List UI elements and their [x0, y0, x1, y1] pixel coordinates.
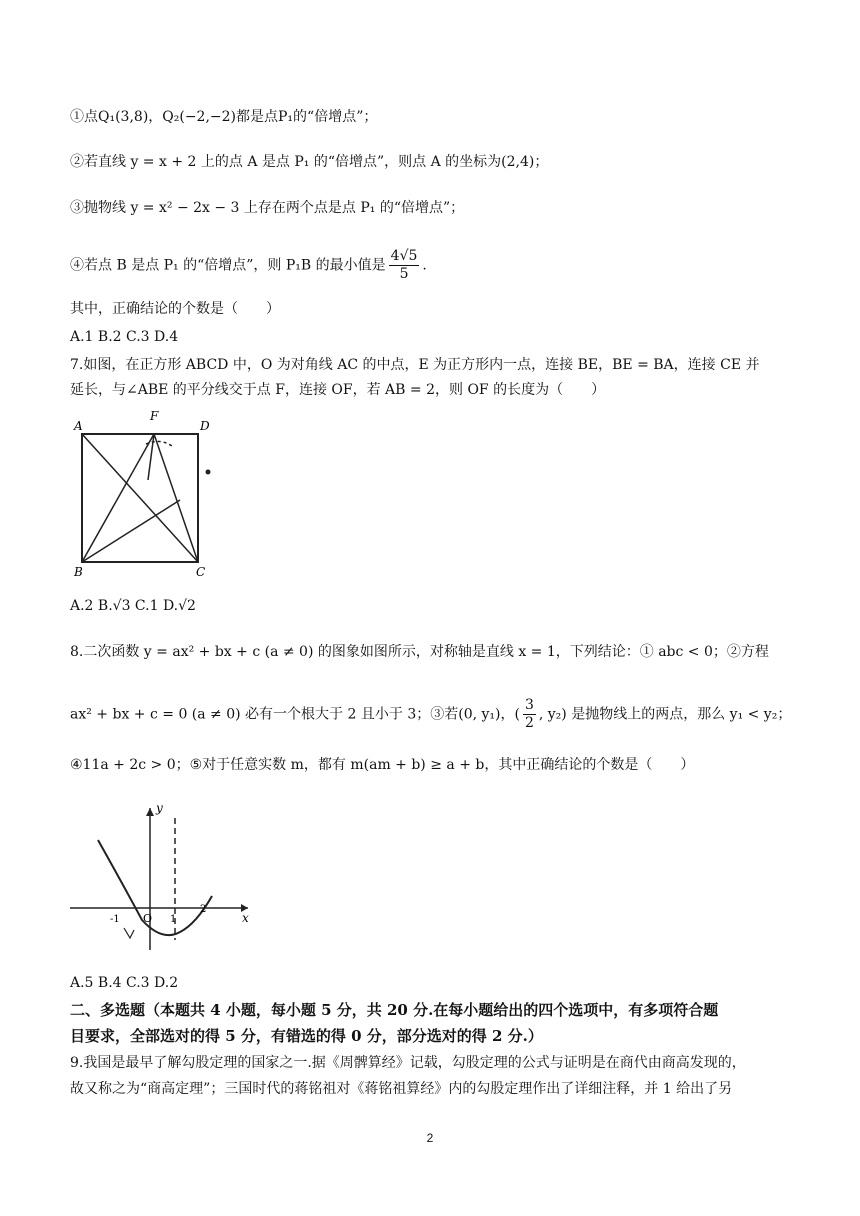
q9-line-1: 9.我国是最早了解勾股定理的国家之一.据《周髀算经》记载，勾股定理的公式与证明是在商代由商高发现的，	[70, 1055, 746, 1071]
label-y: y	[156, 801, 163, 815]
q6-question: 其中，正确结论的个数是（ ）	[70, 301, 280, 317]
fraction-denominator: 2	[524, 715, 534, 731]
label-neg-one: -1	[110, 914, 120, 925]
q7-options: A.2 B.√3 C.1 D.√2	[70, 598, 196, 614]
q8-line-3: ④11a + 2c > 0；⑤对于任意实数 m，都有 m(am + b) ≥ a + b，其中正确结论的个数是（ ）	[70, 757, 695, 773]
section-heading-line-2: 目要求，全部选对的得 5 分，有错选的得 0 分，部分选对的得 2 分.）	[70, 1027, 543, 1045]
label-x: x	[242, 911, 249, 925]
q8-parabola-figure	[70, 800, 255, 955]
q6-item-4	[70, 248, 427, 283]
segment-be	[82, 500, 180, 562]
y-axis-arrow-icon	[146, 808, 154, 816]
q8-line-1: 8.二次函数 y = ax² + bx + c (a ≠ 0) 的图象如图所示，对称轴是直线 x = 1，下列结论：① abc < 0；②方程	[70, 644, 769, 660]
label-a: A	[74, 419, 83, 433]
label-two: 2	[200, 904, 207, 915]
fraction-denominator: 5	[399, 266, 409, 282]
label-one: 1	[170, 914, 177, 925]
q6-item-4-end: .	[422, 257, 427, 274]
page-number: 2	[426, 1131, 434, 1145]
q6-options: A.1 B.2 C.3 D.4	[70, 329, 179, 345]
artifact-mark	[124, 928, 134, 938]
label-d: D	[200, 419, 210, 433]
section-heading-line-1: 二、多选题（本题共 4 小题，每小题 5 分，共 20 分.在每小题给出的四个选项中，有多项符合题	[70, 1001, 719, 1019]
label-f: F	[150, 409, 159, 423]
fraction	[389, 248, 420, 283]
label-origin: O	[143, 912, 153, 925]
segment-of	[148, 434, 154, 480]
q8-line-2	[70, 697, 791, 732]
q6-item-2: ②若直线 y = x + 2 上的点 A 是点 P₁ 的“倍增点”，则点 A 的坐标为(2,4)；	[70, 154, 549, 170]
fraction	[523, 697, 536, 732]
fraction-numerator: 4√5	[390, 248, 418, 264]
q8-line-2-end: , y₂) 是抛物线上的两点，那么 y₁ < y₂；	[538, 706, 792, 723]
segment-cf	[154, 434, 198, 562]
q7-line-1: 7.如图，在正方形 ABCD 中，O 为对角线 AC 的中点，E 为正方形内一点，连接 BE，BE = BA，连接 CE 并	[70, 357, 760, 373]
q6-item-4-text: ④若点 B 是点 P₁ 的“倍增点”，则 P₁B 的最小值是	[70, 257, 386, 274]
label-c: C	[196, 565, 206, 579]
q8-line-2-text: ax² + bx + c = 0 (a ≠ 0) 必有一个根大于 2 且小于 3；③若(0, y₁)，(	[70, 706, 520, 723]
label-b: B	[74, 565, 83, 579]
diagonal-ac	[82, 434, 198, 562]
ink-dot	[206, 470, 211, 475]
q6-item-1: ①点Q₁(3,8)，Q₂(−2,−2)都是点P₁的“倍增点”；	[70, 109, 378, 125]
q6-item-3: ③抛物线 y = x² − 2x − 3 上存在两个点是点 P₁ 的“倍增点”；	[70, 200, 465, 216]
q7-line-2: 延长，与∠ABE 的平分线交于点 F，连接 OF，若 AB = 2，则 OF 的长度为（ ）	[70, 382, 606, 398]
q7-square-figure	[70, 408, 230, 580]
fraction-numerator: 3	[524, 697, 534, 713]
q9-line-2: 故又称之为“商高定理”；三国时代的蒋铭祖对《蒋铭祖算经》内的勾股定理作出了详细注释，并 1 给出了另	[70, 1081, 733, 1097]
q8-options: A.5 B.4 C.3 D.2	[70, 975, 179, 991]
segment-bf	[82, 434, 154, 562]
